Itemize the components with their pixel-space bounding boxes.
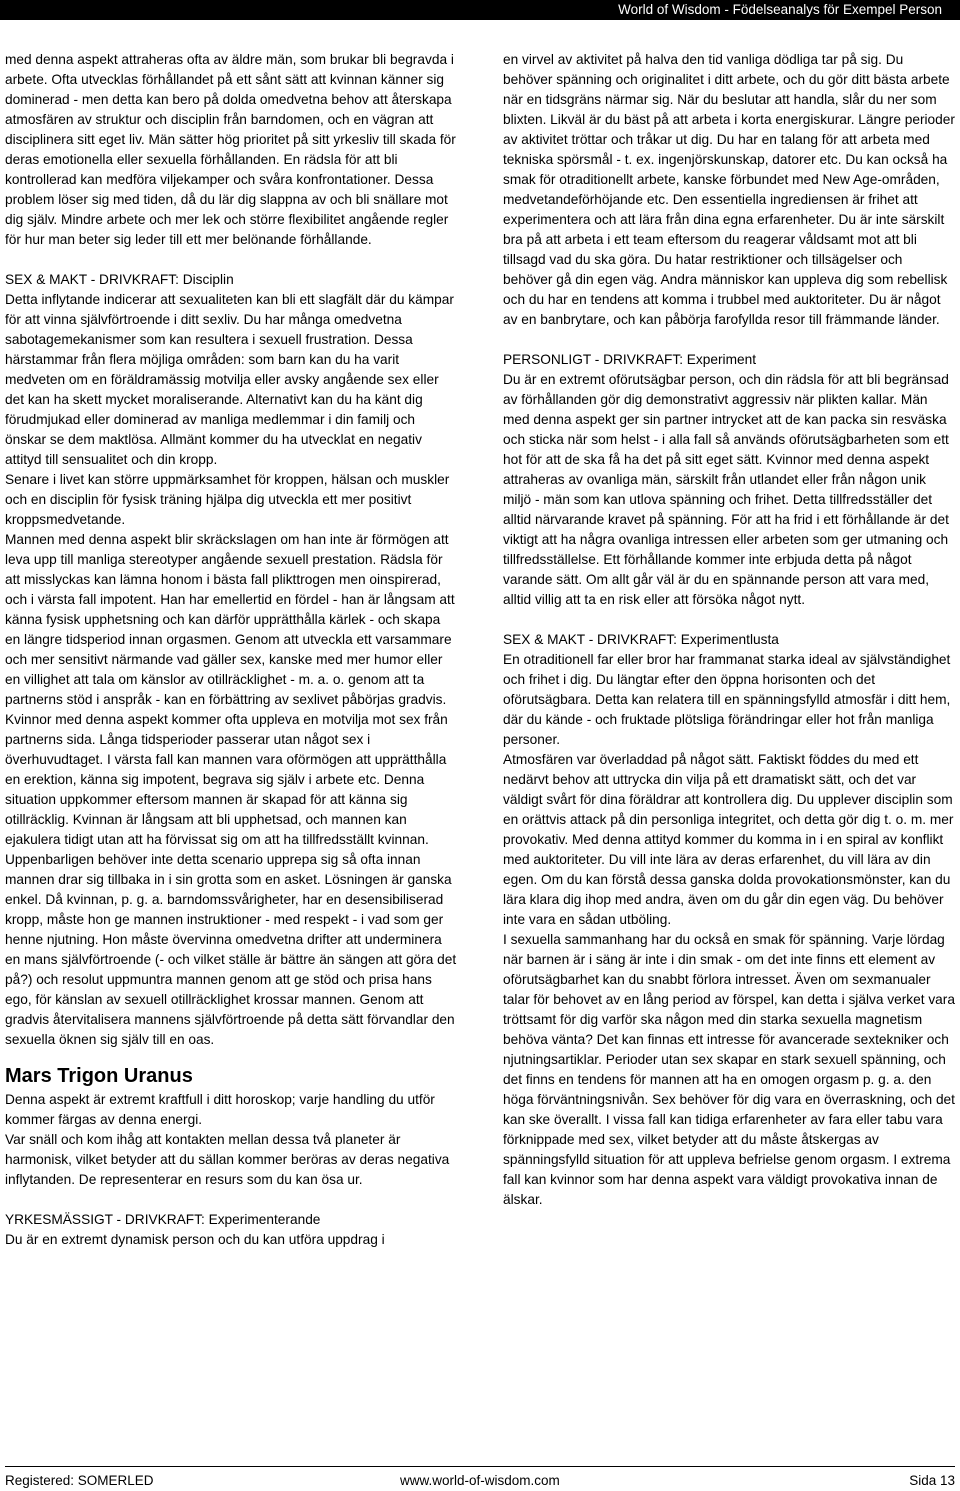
- footer-divider: [5, 1466, 955, 1467]
- website-link[interactable]: www.world-of-wisdom.com: [400, 1473, 560, 1488]
- section-heading: SEX & MAKT - DRIVKRAFT: Disciplin: [5, 272, 234, 287]
- paragraph: Denna aspekt är extremt kraftfull i ditt horoskop; varje handling du utför kommer färgas av denna energi.: [5, 1092, 435, 1127]
- paragraph: En otraditionell far eller bror har frammanat starka ideal av självständighet och frihet i dig. Du längtar efter den öppna horisonten och det oförutsägbara. Detta kan relatera till en spänningsfylld atmosfär i ditt hem, där du kände - och fruktade plötsliga förändringar eller hot från manliga personer.: [503, 652, 951, 747]
- section-heading: SEX & MAKT - DRIVKRAFT: Experimentlusta: [503, 632, 779, 647]
- page-number: Sida 13: [909, 1473, 955, 1488]
- page-footer: [0, 1466, 960, 1491]
- document-title: World of Wisdom - Födelseanalys för Exempel Person: [618, 2, 942, 17]
- left-column: [5, 50, 457, 1250]
- section-heading: YRKESMÄSSIGT - DRIVKRAFT: Experimenterande: [5, 1212, 321, 1227]
- paragraph: Var snäll och kom ihåg att kontakten mellan dessa två planeter är harmonisk, vilket betyder att du sällan kommer beröras av deras negativa inflytanden. De representerar en resurs som du kan ösa ur.: [5, 1132, 450, 1187]
- paragraph: med denna aspekt attraheras ofta av äldre män, som brukar bli begravda i arbete. Ofta utvecklas förhållandet på ett sånt sätt att kvinnan känner sig dominerad - men detta kan bero på dolda omedvetna behov att återskapa atmosfären av struktur och disciplin från barndomen, och en vägran att disciplinera sitt eget liv. Män sätter hög prioritet på sitt yrkesliv till skada för deras emotionella eller sexuella förhållanden. En rädsla för att bli kontrollerad kan medföra viljekamper och svåra konfrontationer. Dessa problem löser sig med tiden, då du lär dig slappna av och bli snällare mot dig själv. Mindre arbete och mer lek och större flexibilitet angående regler för hur man beter sig leder till ett mer belönande förhållande.: [5, 52, 456, 247]
- paragraph: Senare i livet kan större uppmärksamhet för kroppen, hälsan och muskler och en disciplin för fysisk träning hjälpa dig utveckla ett mer positivt kroppsmedvetande.: [5, 472, 450, 527]
- registration-text: Registered: SOMERLED: [5, 1473, 154, 1488]
- paragraph: en virvel av aktivitet på halva den tid vanliga dödliga tar på sig. Du behöver spänning och originalitet i ditt arbete, och du gör ditt bästa arbete när en tidsgräns närmar sig. När du beslutar att handla, slår du ner som blixten. Likväl är du bäst på att arbeta i korta energiskurar. Längre perioder av aktivitet tröttar och tråkar ut dig. Du har en talang för att arbeta med tekniska spörsmål - t. ex. ingenjörskunskap, datorer etc. Du kan också ha smak för otraditionellt arbete, kanske förbundet med New Age-områden, medvetandeförhöjande etc. Den essentiella ingrediensen är frihet att experimentera och att lära från dina egna erfarenheter. Du är inte särskilt bra på att arbeta i ett team eftersom du reagerar våldsamt mot att bli tillsagd vad du ska göra. Du hatar restriktioner och tillsägelser och behöver gå din egen väg. Andra människor kan uppleva dig som rebellisk och du har en tendens att komma i trubbel med auktoriteter. Du är något av en banbrytare, och kan påbörja farofyllda resor till främmande länder.: [503, 52, 955, 327]
- paragraph: Du är en extremt oförutsägbar person, och din rädsla för att bli begränsad av förhållanden gör dig demonstrativt aggressiv när plikten kallar. Män med denna aspekt ger sin partner intrycket att de kan packa sin resväska och sticka när som helst - i alla fall så används oförutsägbarheten som ett hot för att de ska få ha det på sitt eget sätt. Kvinnor med denna aspekt attraheras av ovanliga män, särskilt från utlandet eller från någon unik miljö - män som kan utlova spänning och frihet. Detta tillfredsställer det alltid närvarande kravet på spänning. För att ha frid i ett förhållande är det viktigt att ha några ovanliga intressen eller arbeten som ger utmaning och tillfredsställelse. Ett förhållande kommer inte erbjuda detta på något varande sätt. Om allt går väl är du en spännande person att vara med, alltid villig att ta en risk eller att försöka något nytt.: [503, 372, 949, 607]
- paragraph: Detta inflytande indicerar att sexualiteten kan bli ett slagfält där du kämpar för att vinna självförtroende i ditt sexliv. Du har många omedvetna sabotagemekanismer som kan resultera i sexuell frustration. Dessa härstammar från flera möjliga områden: som barn kan du ha varit medveten om en föräldramässig motvilja eller avsky angående sex eller det kan ha skett mycket moraliserande. Alternativt kan du ha känt dig förudmjukad eller dominerad av manliga medlemmar i din familj och önskar se dem maktlösa. Allmänt kommer du ha utvecklat en negativ attityd till sensualitet och din kropp.: [5, 292, 454, 467]
- paragraph: Atmosfären var överladdad på något sätt. Faktiskt föddes du med ett nedärvt behov att uttrycka din vilja på ett dramatiskt sätt, och det var väldigt svårt för dina föräldrar att kontrollera dig. Du upplever disciplin som en orättvis attack på din personliga integritet, och detta gör dig t. o. m. mer provokativ. Med denna attityd kommer du komma in i en spiral av konflikt med auktoriteter. Du vill inte lära av deras erfarenhet, du vill lära av din egen. Om du kan förstå dessa ganska dolda provokationsmönster, kan du lära klara dig ihop med andra, även om du går din egen väg. Du behöver inte vara en sådan utböling.: [503, 752, 954, 927]
- right-column: [503, 50, 955, 1210]
- section-heading: PERSONLIGT - DRIVKRAFT: Experiment: [503, 352, 757, 367]
- paragraph: Mannen med denna aspekt blir skräckslagen om han inte är förmögen att leva upp till manliga stereotyper angående sexuell prestation. Rädsla för att misslyckas kan lämna honom i bästa fall plikttrogen men oinspirerad, och i värsta fall impotent. Han har emellertid en fördel - han är långsam att känna fysisk upphetsning och kan därför upprätthålla kärlek - och skapa en längre tidsperiod innan orgasmen. Genom att utveckla ett varsammare och mer sensitivt närmande vad gäller sex, kanske med mer humor eller en villighet att tala om känslor av otillräcklighet - m. a. o. genom att ta partnerns stöd i anspråk - kan en förbättring av sexlivet påbörjas gradvis.: [5, 532, 455, 707]
- page-header: [0, 0, 960, 20]
- paragraph: Du är en extremt dynamisk person och du kan utföra uppdrag i: [5, 1232, 385, 1247]
- paragraph: I sexuella sammanhang har du också en smak för spänning. Varje lördag när barnen är i säng är inte i din smak - om det inte finns ett element av oförutsägbarhet kan du snabbt förlora intresset. Även om sexmanualer talar för behovet av en lång period av förspel, kan detta i själva verket vara tröttsamt för dig varför ska någon med din starka sexuella magnetism behöva vänta? Det kan finnas ett intresse för avancerade sextekniker och njutningsartiklar. Perioder utan sex skapar en stark sexuell spänning, och det finns en tendens för mannen att ha en omogen orgasm p. g. a. den höga förväntningsnivån. Sex behöver för dig vara en överraskning, och det kan ske överallt. I vissa fall kan tidiga erfarenheter av fara eller tabu vara förknippade med sex, vilket betyder att du måste åtskergas av spänningsfylld situation för att uppleva befrielse genom orgasm. I extrema fall kan kvinnor som har denna aspekt vara väldigt provokativa innan de älskar.: [503, 932, 955, 1207]
- paragraph: Kvinnor med denna aspekt kommer ofta uppleva en motvilja mot sex från partnerns sida. Långa tidsperioder passerar utan något sex i överhuvudtaget. I värsta fall kan mannen vara oförmögen att upprätthålla en erektion, känna sig impotent, begrava sig själv i arbete etc. Denna situation uppkommer eftersom mannen är skapad för att känna sig otillräcklig. Kvinnan är långsam att bli upphetsad, och mannen kan ejakulera tidigt utan att ha förvissat sig om att ha tillfredsställt kvinnan. Uppenbarligen behöver inte detta scenario upprepa sig så ofta innan mannen drar sig tillbaka in i sin grotta som en asket. Lösningen är ganska enkel. Då kvinnan, p. g. a. barndomssvårigheter, har en desensibiliserad kropp, måste hon ge mannen instruktioner - med respekt - i vad som ger henne njutning. Hon måste övervinna omedvetna drifter att underminera en mans självförtroende (- och vilket ställe är bättre än sängen att göra det på?) och resolut uppmuntra mannen genom att ge stöd och prisa hans ego, för känslan av sexuell otillräcklighet krossar mannen. Genom att gradvis återvitalisera mannens självförtroende på detta sätt förvandlar den sexuella öknen sig själv till en oas.: [5, 712, 457, 1047]
- aspect-title: Mars Trigon Uranus: [5, 1065, 193, 1087]
